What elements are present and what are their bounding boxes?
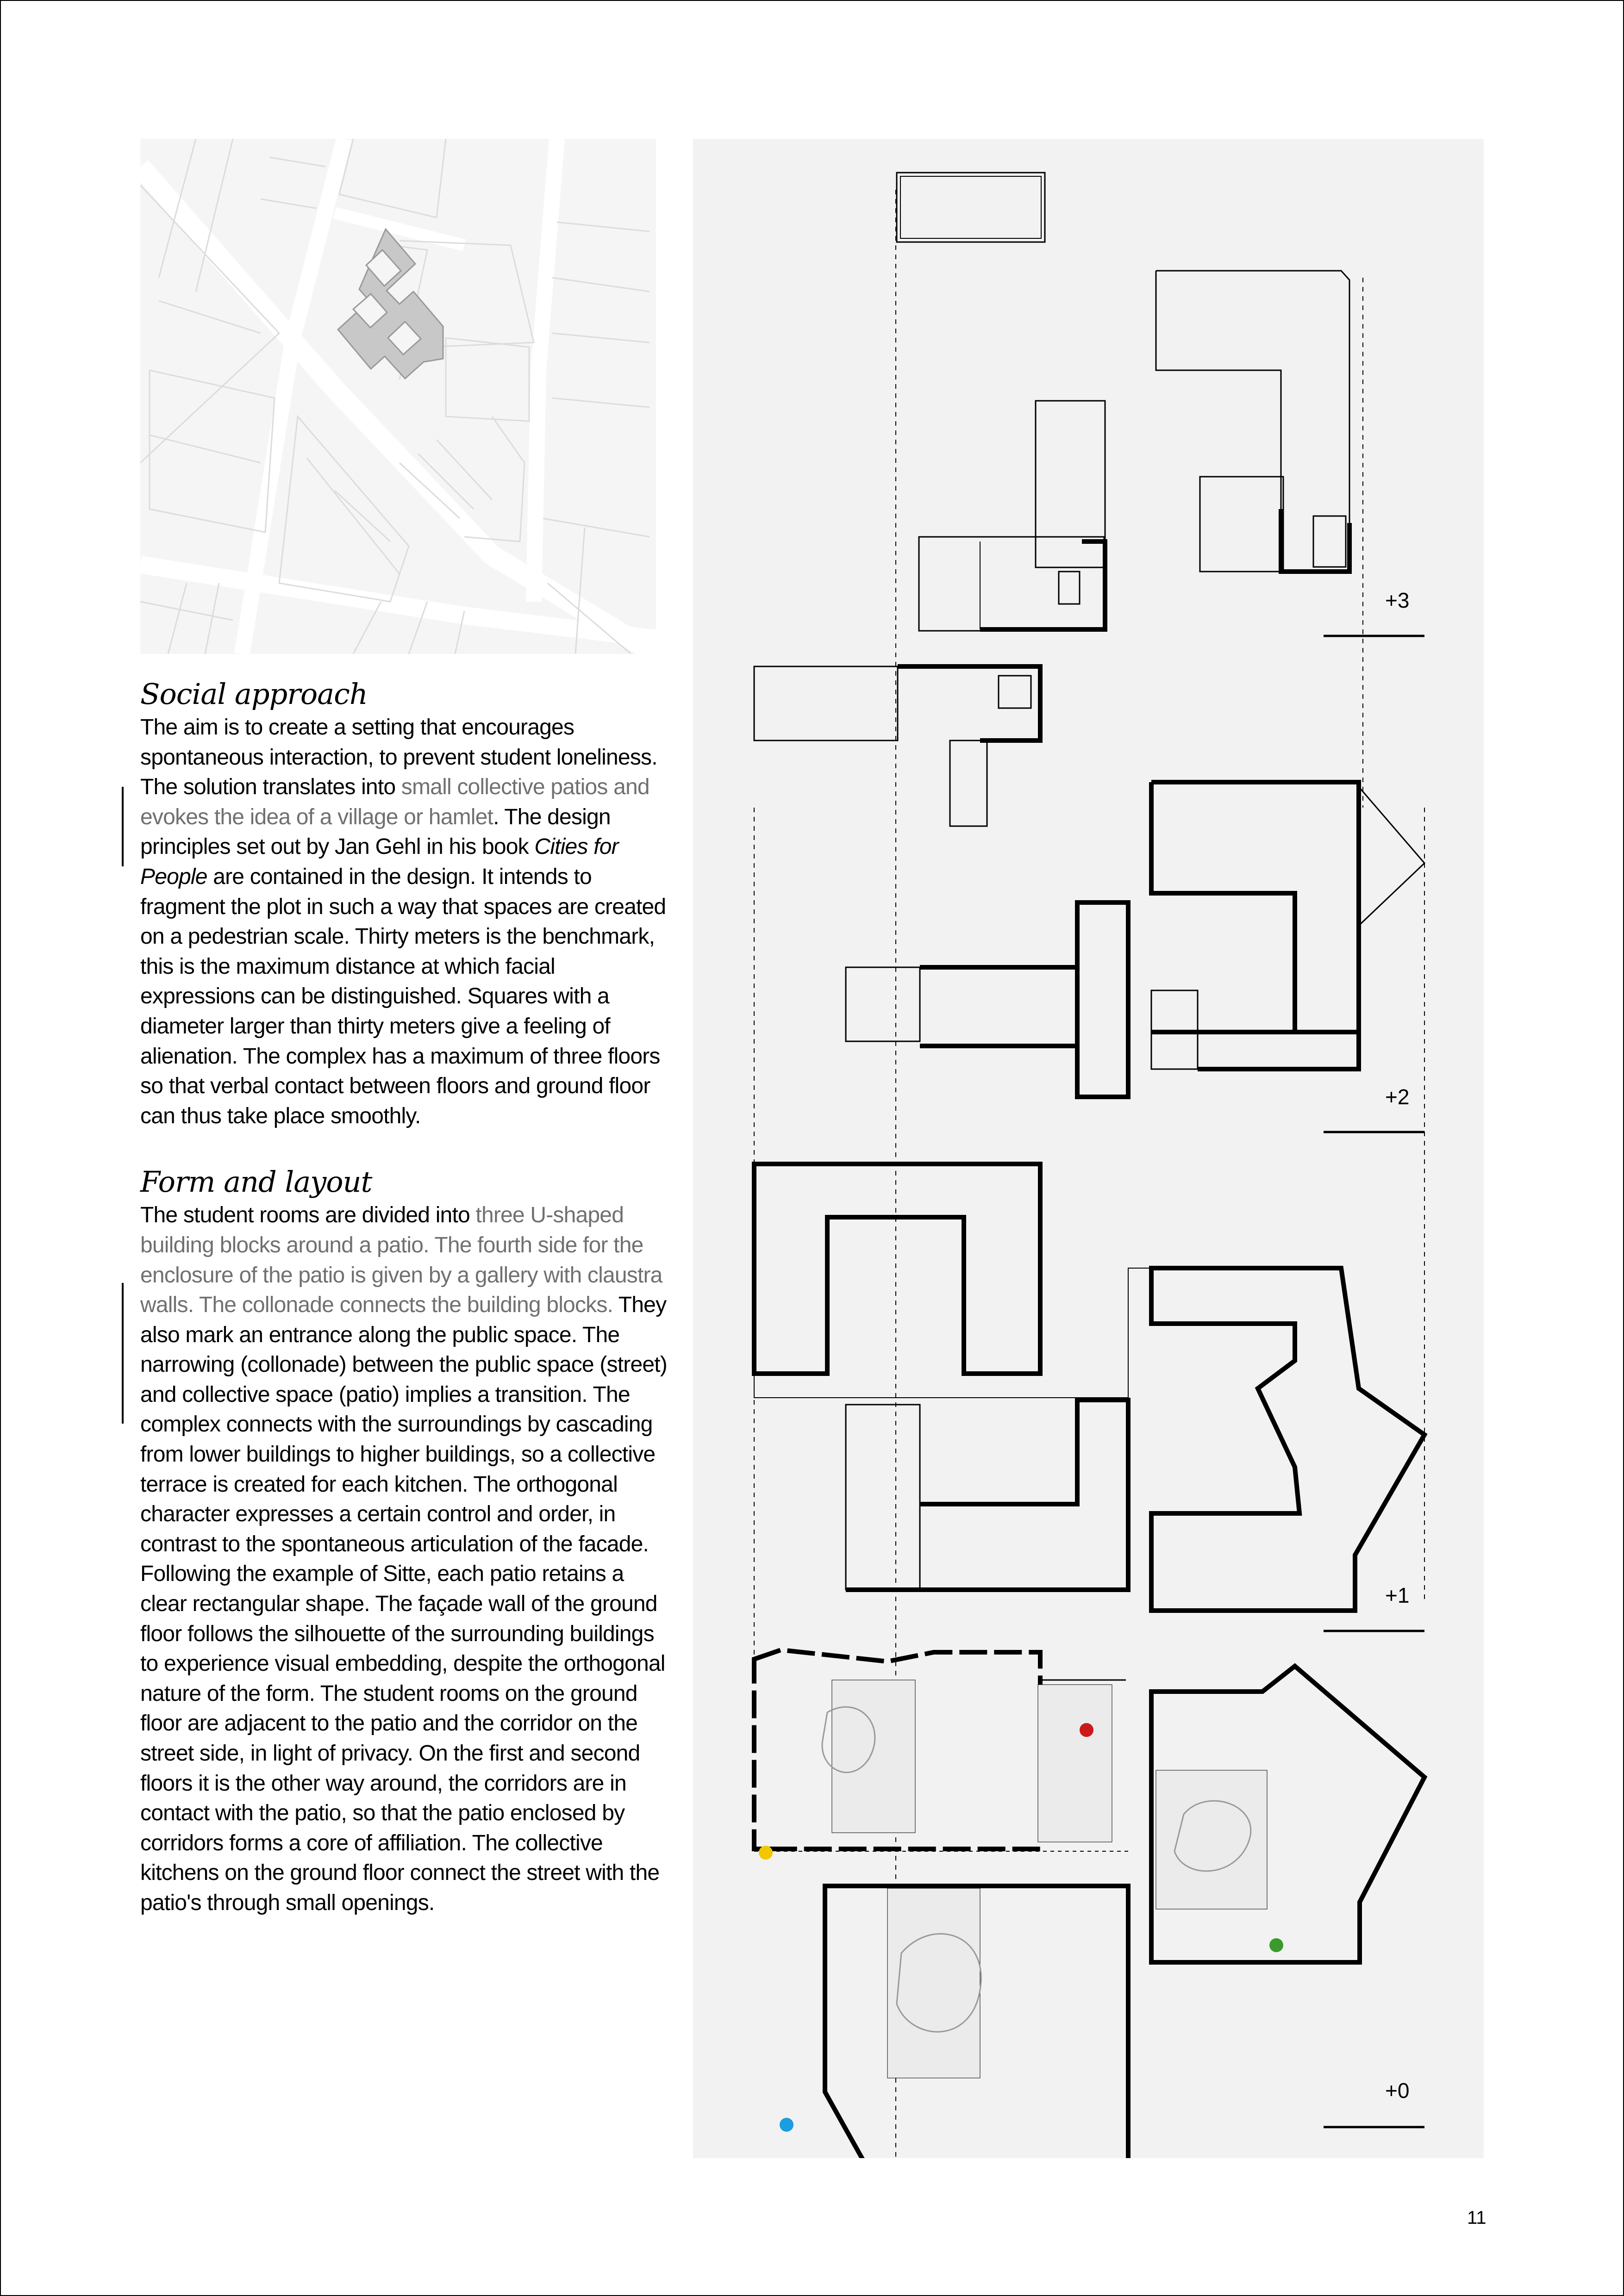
highlight-margin-bar [122,787,124,866]
text-run: The student rooms are divided into [140,1203,476,1228]
level-label-plus-0: +0 [1385,2078,1410,2103]
green-marker [1269,1938,1283,1952]
section-paragraph [140,713,668,1131]
level-label-plus-1: +1 [1385,1583,1410,1607]
text-run: . The design principles set out by Jan Gehl in his book [140,804,611,859]
level-label-plus-2: +2 [1385,1085,1410,1109]
page-number: 11 [1467,2208,1487,2228]
level-label-plus-3: +3 [1385,588,1410,612]
floor-plan-level-3 [897,173,1349,631]
red-marker [1080,1723,1093,1737]
text-run: They also mark an entrance along the public space. The narrowing (collonade) between the public space (street) and collective space (patio) implies a transition. The complex connects with the surroundings by cascading from lower buildings to higher buildings, so a collective terrace is created for each kitchen. The orthogonal character expresses a certain control and order, in contrast to the spontaneous articulation of the facade. Following the example of Sitte, each patio retains a clear rectangular shape. The façade wall of the ground floor follows the silhouette of the surrounding buildings to experience visual embedding, despite the orthogonal nature of the form. The student rooms on the ground floor are adjacent to the patio and the corridor on the street side, in light of privacy. On the first and second floors it is the other way around, the corridors are in contact with the patio, so that the patio enclosed by corridors forms a core of affiliation. The collective kitchens on the ground floor connect the street with the patio's through small openings. [140,1293,667,1915]
site-map-drawing [140,139,656,654]
text-run: The aim is to create a setting that encourages spontaneous interaction, to prevent student loneliness. The solution translates into [140,715,657,800]
highlight-margin-bar [122,1283,124,1424]
yellow-marker [759,1846,773,1860]
book-title: Cities for People [140,834,618,889]
blue-marker [780,2118,793,2132]
plan-guides [754,190,1424,2158]
highlighted-text: three U-shaped building blocks around a patio. The fourth side for the enclosure of the patio is given by a gallery with claustra walls. The collonade connects the building blocks. [140,1203,662,1318]
site-map [140,139,656,654]
section-heading: Form and layout [140,1165,372,1199]
floor-plan-level-1 [754,1164,1424,1611]
section-social-approach [140,676,668,1131]
text-run: are contained in the design. It intends to fragment the plot in such a way that spaces are created on a pedestrian scale. Thirty meters is the benchmark, this is the maximum distance at which facial expressions can be distinguished. Squares with a diameter larger than thirty meters give a feeling of alienation. The complex has a maximum of three floors so that verbal contact between floors and ground floor can thus take place smoothly. [140,864,666,1128]
section-paragraph [140,1201,668,1918]
section-heading: Social approach [140,677,368,711]
highlighted-text: small collective patios and evokes the idea of a village or hamlet [140,775,650,829]
text-column [140,676,668,1918]
floor-plans-panel [693,139,1484,2158]
floor-plan-level-2 [754,666,1424,1097]
section-form-and-layout [140,1164,668,1918]
floor-plans-drawing [693,139,1484,2158]
